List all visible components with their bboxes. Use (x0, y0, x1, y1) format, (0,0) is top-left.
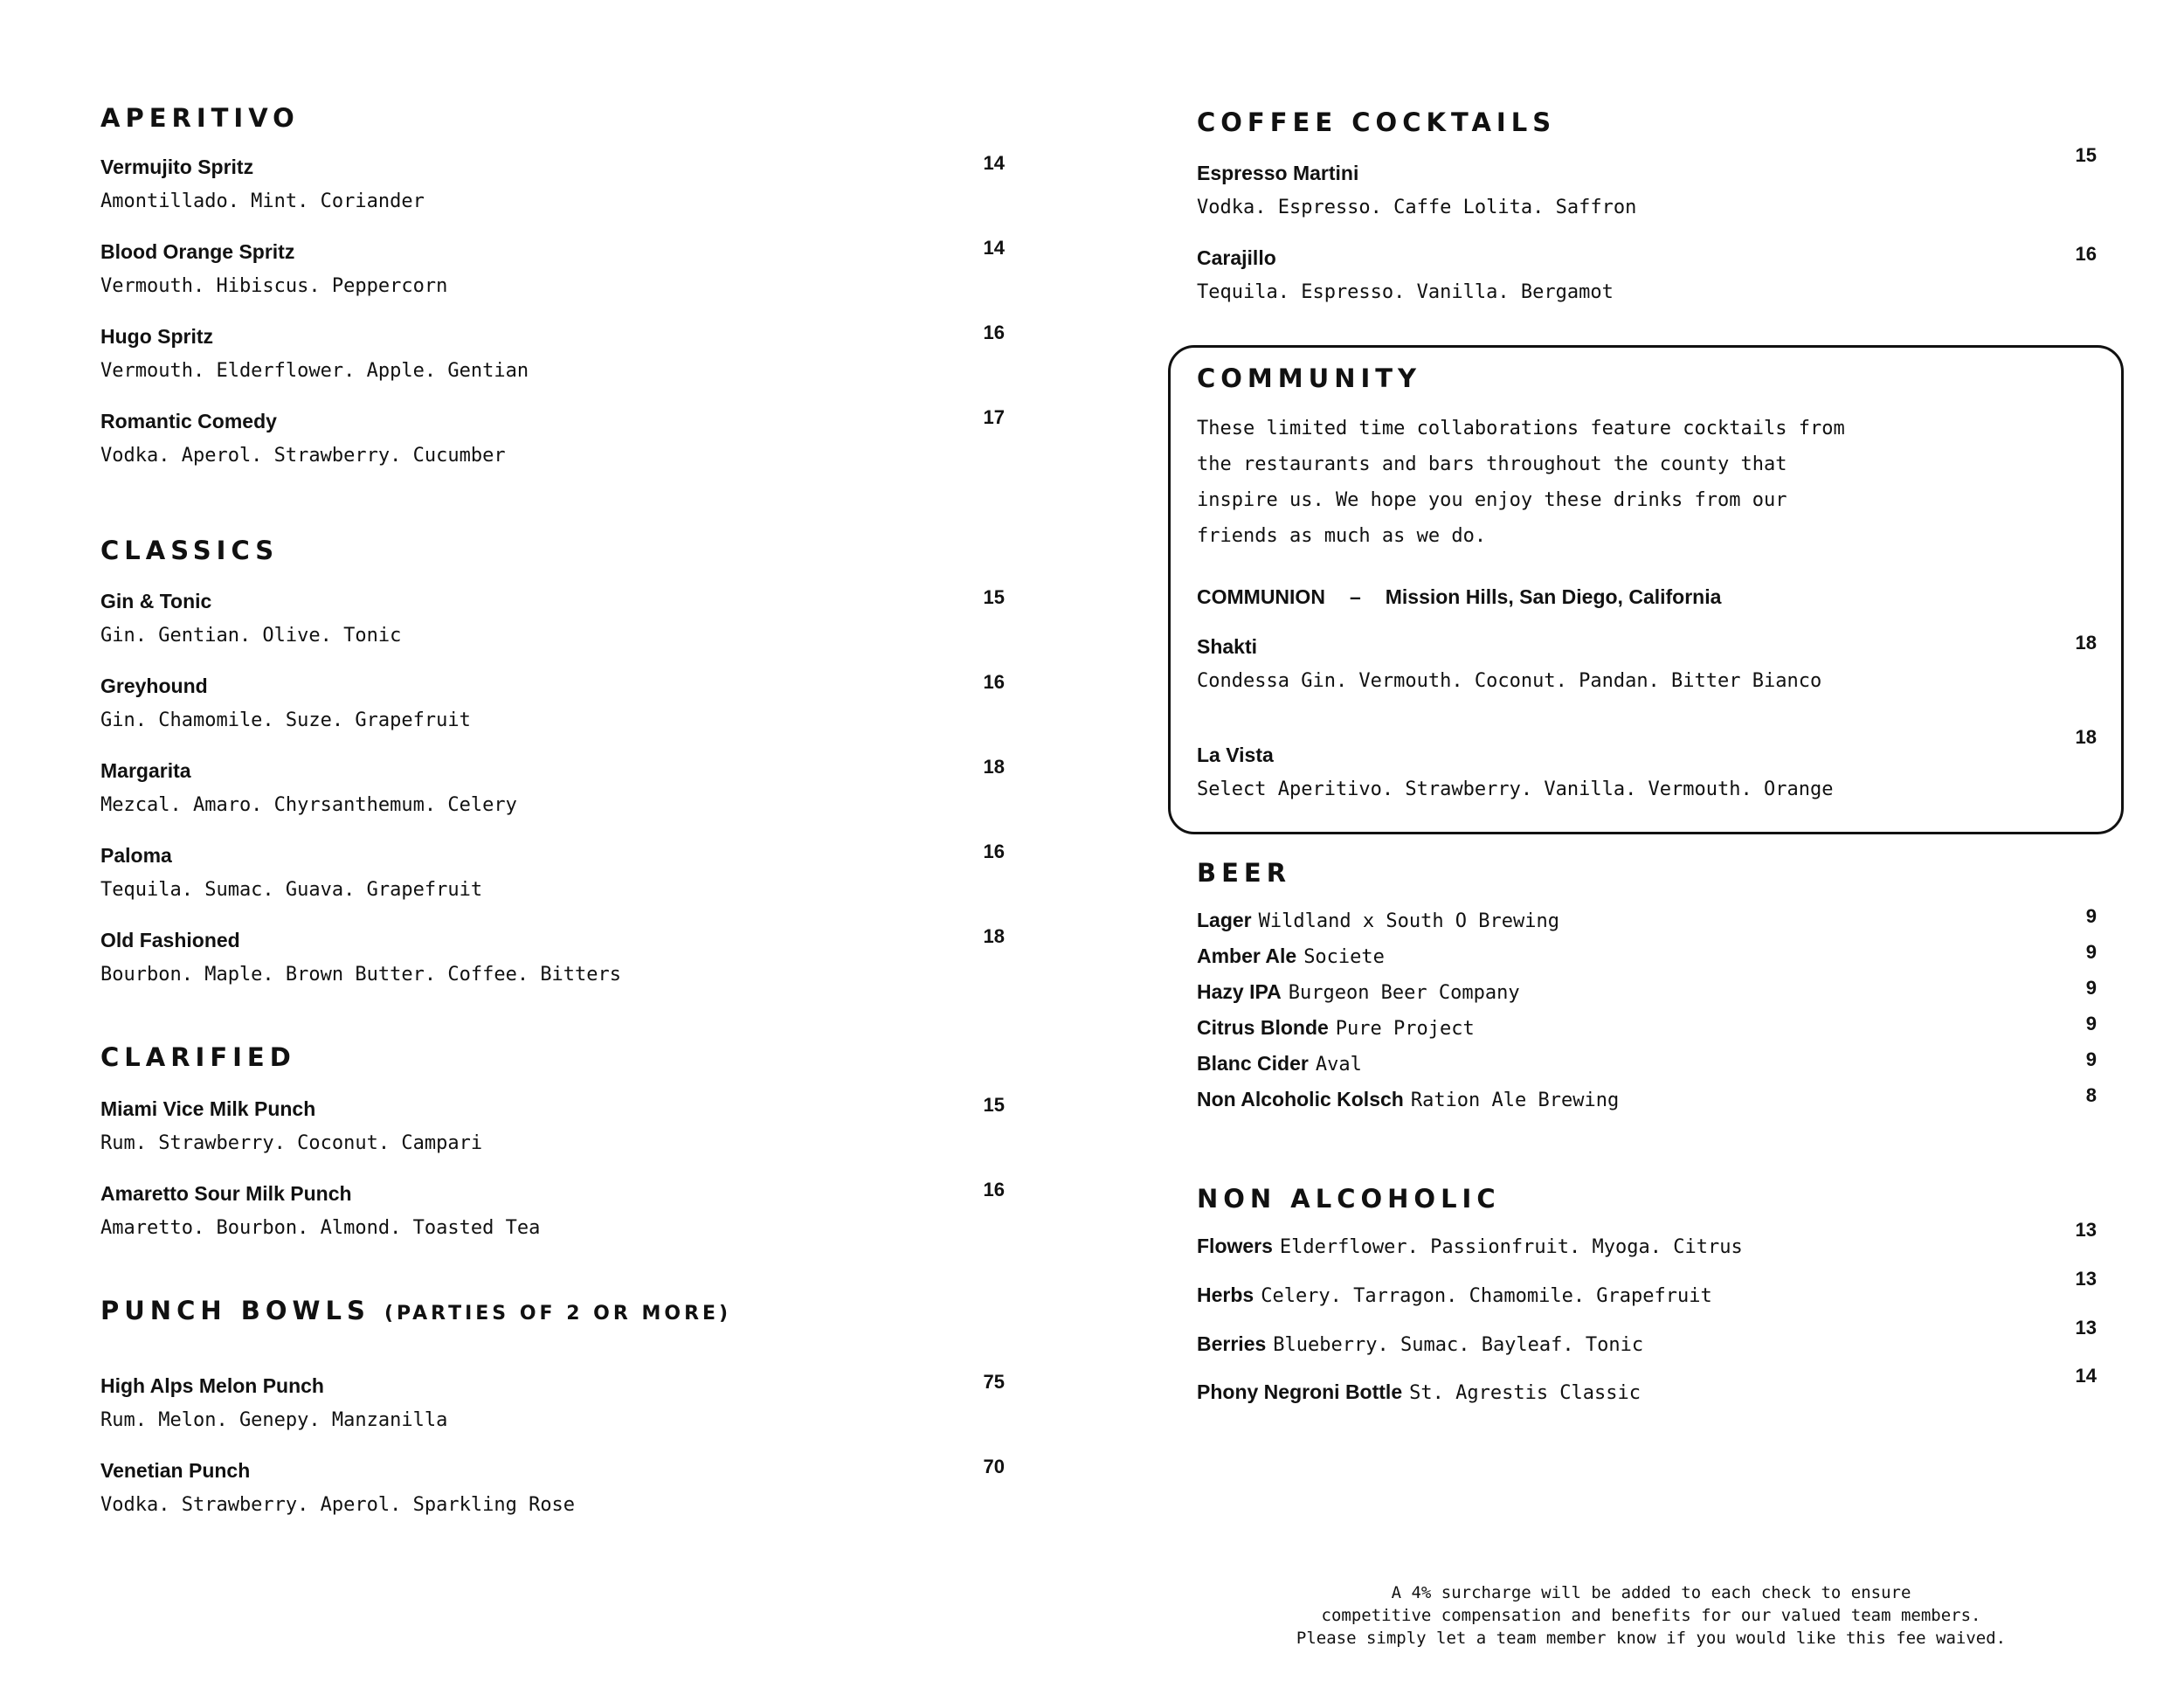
venue-separator: – (1349, 585, 1361, 608)
item-price: 75 (983, 1371, 1005, 1393)
menu-item (100, 841, 1005, 914)
beer-style: Citrus Blonde (1197, 1016, 1329, 1039)
beer-style: Amber Ale (1197, 944, 1297, 967)
classics-heading: CLASSICS (100, 536, 280, 565)
surcharge-line: competitive compensation and benefits for our valued team members. (1321, 1606, 1981, 1625)
coffee-cocktails-heading: COFFEE COCKTAILS (1197, 107, 1557, 137)
beer-style: Lager (1197, 909, 1252, 931)
item-description: Rum. Strawberry. Coconut. Campari (100, 1132, 483, 1154)
item-price: 16 (983, 671, 1005, 693)
menu-item (100, 925, 1005, 999)
surcharge-line: Please simply let a team member know if you would like this fee waived. (1296, 1629, 2007, 1648)
item-price: 9 (2085, 941, 2097, 963)
item-price: 70 (983, 1456, 1005, 1477)
item-price: 15 (983, 1094, 1005, 1116)
item-name: Blood Orange Spritz (100, 240, 295, 263)
beer-brewery: Societe (1303, 946, 1385, 968)
item-description: Gin. Chamomile. Suze. Grapefruit (100, 709, 471, 731)
item-description: Amontillado. Mint. Coriander (100, 190, 425, 212)
menu-item (100, 1094, 1005, 1167)
item-name: Margarita (100, 759, 191, 782)
item-description: Tequila. Sumac. Guava. Grapefruit (100, 879, 483, 901)
item-price: 9 (2085, 1013, 2097, 1034)
item-price: 17 (983, 406, 1005, 428)
beer-style: Non Alcoholic Kolsch (1197, 1088, 1404, 1110)
menu-item (100, 586, 1005, 660)
surcharge-note (1258, 1581, 2044, 1650)
aperitivo-heading: APERITIVO (100, 103, 300, 133)
item-description: Vermouth. Elderflower. Apple. Gentian (100, 360, 529, 382)
item-price: 13 (2075, 1219, 2097, 1241)
surcharge-line: A 4% surcharge will be added to each check to ensure (1391, 1583, 1911, 1602)
menu-item (100, 671, 1005, 744)
item-name: Gin & Tonic (100, 590, 212, 612)
item-description: Gin. Gentian. Olive. Tonic (100, 625, 402, 647)
item-price: 14 (2075, 1365, 2097, 1387)
item-name: Greyhound (100, 675, 208, 697)
item-price: 16 (983, 841, 1005, 862)
menu-item (100, 756, 1005, 829)
drink-description: Elderflower. Passionfruit. Myoga. Citrus (1279, 1236, 1743, 1258)
beer-brewery: Aval (1315, 1054, 1362, 1076)
item-name: Romantic Comedy (100, 410, 277, 432)
item-description: Vodka. Strawberry. Aperol. Sparkling Rose (100, 1494, 576, 1516)
drink-name: Herbs (1197, 1283, 1254, 1306)
drink-description: St. Agrestis Classic (1409, 1382, 1641, 1404)
beer-style: Blanc Cider (1197, 1052, 1309, 1075)
beer-row (1197, 905, 2097, 940)
item-price: 14 (983, 237, 1005, 259)
beer-heading: BEER (1197, 858, 1292, 888)
punch-bowls-title: PUNCH BOWLS (100, 1296, 370, 1325)
venue-location: Mission Hills, San Diego, California (1385, 585, 1722, 608)
item-name: Paloma (100, 844, 172, 867)
item-description: Vodka. Aperol. Strawberry. Cucumber (100, 445, 506, 467)
drink-name: Phony Negroni Bottle (1197, 1380, 1403, 1403)
item-price: 16 (2075, 243, 2097, 265)
beer-row (1197, 1013, 2097, 1048)
beer-row (1197, 977, 2097, 1012)
non-alcoholic-row (1197, 1219, 2097, 1266)
item-name: La Vista (1197, 744, 1274, 766)
drink-name: Flowers (1197, 1235, 1273, 1257)
item-description: Rum. Melon. Genepy. Manzanilla (100, 1409, 448, 1431)
item-name: Hugo Spritz (100, 325, 214, 348)
punch-bowls-heading (100, 1296, 731, 1325)
menu-item (1197, 632, 2097, 705)
menu-item (100, 1456, 1005, 1529)
community-heading: COMMUNITY (1197, 363, 1422, 393)
item-description: Condessa Gin. Vermouth. Coconut. Pandan. Bitter Bianco (1197, 670, 1822, 692)
item-name: Vermujito Spritz (100, 156, 254, 178)
community-intro: These limited time collaborations feature cocktails from the restaurants and bars throughout the county that inspire us. We hope you enjoy these drinks from our friends as much as we do. (1197, 418, 1845, 547)
item-price: 18 (983, 756, 1005, 778)
venue-name: COMMUNION (1197, 585, 1325, 608)
menu-item (100, 237, 1005, 310)
item-price: 18 (983, 925, 1005, 947)
drink-name: Berries (1197, 1332, 1267, 1355)
item-name: Shakti (1197, 635, 1258, 658)
item-price: 15 (2075, 144, 2097, 166)
item-name: Amaretto Sour Milk Punch (100, 1182, 352, 1205)
item-price: 15 (983, 586, 1005, 608)
beer-row (1197, 1084, 2097, 1119)
item-description: Select Aperitivo. Strawberry. Vanilla. Vermouth. Orange (1197, 778, 1834, 800)
beer-brewery: Burgeon Beer Company (1288, 982, 1520, 1004)
item-price: 18 (2075, 632, 2097, 654)
beer-row (1197, 941, 2097, 976)
menu-item (1197, 726, 2097, 813)
beer-brewery: Pure Project (1335, 1018, 1475, 1040)
beer-brewery: Wildland x South O Brewing (1258, 910, 1560, 932)
menu-item (100, 1371, 1005, 1444)
non-alcoholic-row (1197, 1365, 2097, 1412)
item-price: 18 (2075, 726, 2097, 748)
menu-item (100, 406, 1005, 480)
item-name: High Alps Melon Punch (100, 1374, 324, 1397)
item-description: Vermouth. Hibiscus. Peppercorn (100, 275, 448, 297)
beer-row (1197, 1048, 2097, 1083)
item-description: Amaretto. Bourbon. Almond. Toasted Tea (100, 1217, 541, 1239)
item-name: Old Fashioned (100, 929, 240, 951)
drink-description: Blueberry. Sumac. Bayleaf. Tonic (1273, 1334, 1644, 1356)
item-price: 9 (2085, 1048, 2097, 1070)
item-price: 9 (2085, 977, 2097, 999)
item-price: 14 (983, 152, 1005, 174)
item-description: Mezcal. Amaro. Chyrsanthemum. Celery (100, 794, 517, 816)
beer-style: Hazy IPA (1197, 980, 1282, 1003)
item-name: Espresso Martini (1197, 162, 1359, 184)
menu-item (1197, 243, 2097, 316)
item-description: Tequila. Espresso. Vanilla. Bergamot (1197, 281, 1614, 303)
menu-item (100, 1179, 1005, 1252)
item-price: 9 (2085, 905, 2097, 927)
beer-brewery: Ration Ale Brewing (1410, 1090, 1620, 1111)
item-price: 16 (983, 1179, 1005, 1200)
menu-item (100, 322, 1005, 395)
non-alcoholic-row (1197, 1317, 2097, 1364)
community-venue (1197, 585, 1721, 609)
item-price: 13 (2075, 1317, 2097, 1339)
item-price: 13 (2075, 1268, 2097, 1290)
item-name: Miami Vice Milk Punch (100, 1097, 316, 1120)
clarified-heading: CLARIFIED (100, 1042, 296, 1072)
drink-description: Celery. Tarragon. Chamomile. Grapefruit (1261, 1285, 1712, 1307)
item-name: Carajillo (1197, 246, 1276, 269)
item-price: 16 (983, 322, 1005, 343)
menu-item (100, 152, 1005, 225)
item-name: Venetian Punch (100, 1459, 251, 1482)
non-alcoholic-heading: NON ALCOHOLIC (1197, 1184, 1501, 1214)
punch-bowls-note: (PARTIES OF 2 OR MORE) (384, 1303, 732, 1325)
item-price: 8 (2085, 1084, 2097, 1106)
item-description: Bourbon. Maple. Brown Butter. Coffee. Bitters (100, 964, 622, 986)
menu-item (1197, 144, 2097, 232)
non-alcoholic-row (1197, 1268, 2097, 1315)
item-description: Vodka. Espresso. Caffe Lolita. Saffron (1197, 197, 1637, 218)
